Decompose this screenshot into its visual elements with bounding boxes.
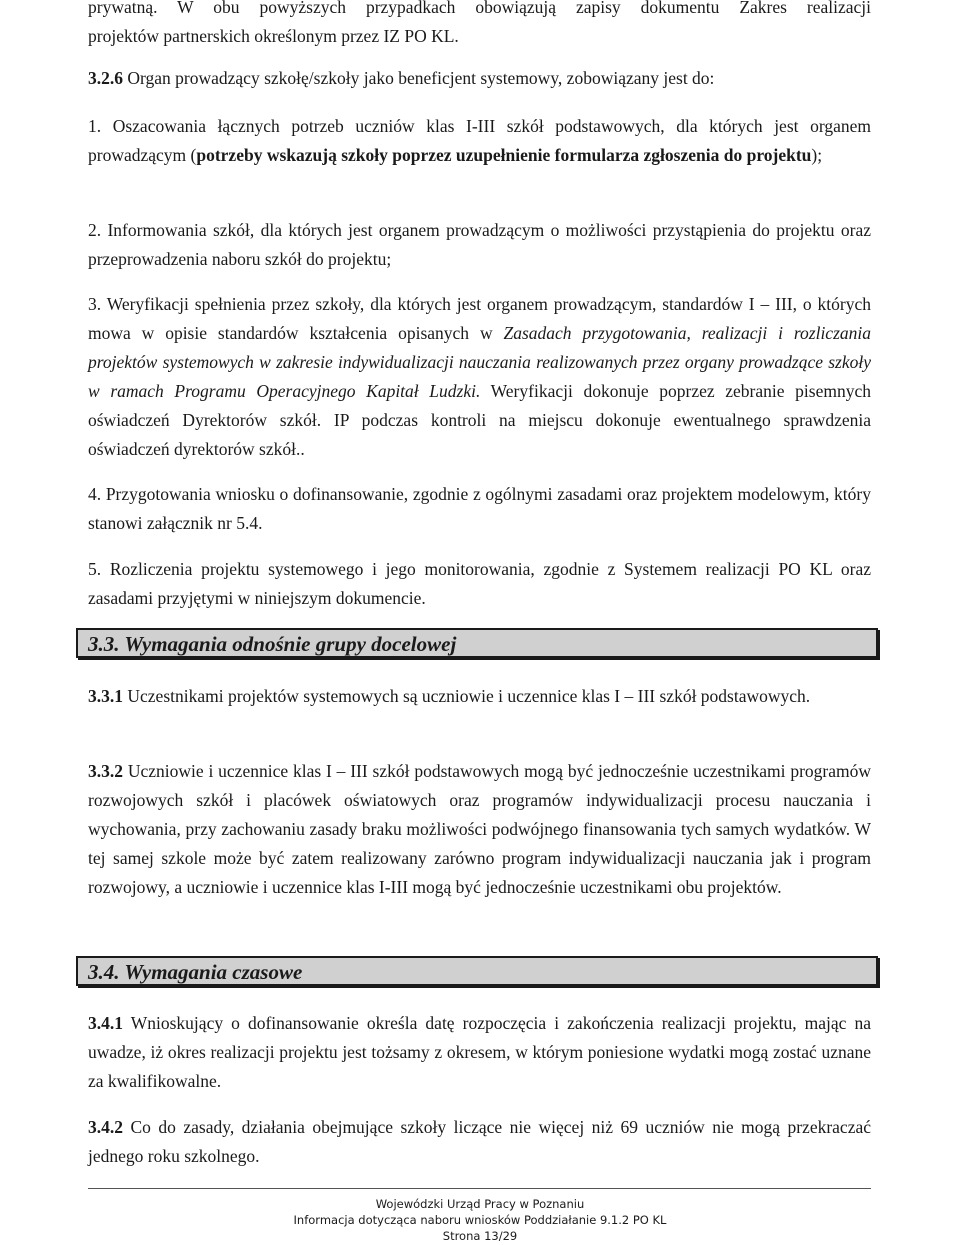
paragraph-3-3-2: [88, 757, 871, 902]
list-item-tail: Weryfikacji dokonuje poprzez zebranie pisemnych oświadczeń Dyrektorów szkół. IP podczas kontroli na miejscu dokonuje ewentualnego sprawdzenia oświadczeń dyrektorów szkół..: [88, 381, 871, 459]
list-item-italic-text: Zasadach przygotowania, realizacji i rozliczania projektów systemowych w zakresie indywidualizacji nauczania realizowanych przez organy prowadzące szkoły w ramach Programu Operacyjnego Kapitał Ludzki.: [88, 323, 871, 401]
footer-divider: [88, 1188, 871, 1189]
list-item-4: [88, 480, 871, 538]
section-number: 3.4.1: [88, 1013, 123, 1033]
section-heading-title: 3.4. Wymagania czasowe: [88, 960, 303, 984]
section-heading-3-4: [76, 956, 878, 986]
paragraph-3-4-1: [88, 1009, 871, 1096]
paragraph-3-3-1: [88, 682, 871, 711]
paragraph-3-2-6: [88, 64, 871, 93]
list-item-2: [88, 216, 871, 274]
list-item-text: 2. Informowania szkół, dla których jest organem prowadzącym o możliwości przystąpienia do projektu oraz przeprowadzenia naboru szkół do projektu;: [88, 220, 871, 269]
paragraph-text: Organ prowadzący szkołę/szkoły jako beneficjent systemowy, zobowiązany jest do:: [123, 68, 715, 88]
section-number: 3.3.1: [88, 686, 123, 706]
continuation-line-1: prywatną. W obu powyższych przypadkach obowiązują zapisy dokumentu Zakres realizacji: [88, 0, 871, 17]
section-number: 3.4.2: [88, 1117, 123, 1137]
continuation-line-2: projektów partnerskich określonym przez IZ PO KL.: [88, 26, 459, 46]
list-item-3: [88, 290, 871, 464]
section-number: 3.3.2: [88, 761, 123, 781]
list-item-text: 5. Rozliczenia projektu systemowego i jego monitorowania, zgodnie z Systemem realizacji PO KL oraz zasadami przyjętymi w niniejszym dokumencie.: [88, 559, 871, 608]
list-item-1: [88, 112, 871, 170]
paragraph-text: Wnioskujący o dofinansowanie określa datę rozpoczęcia i zakończenia realizacji projektu, mając na uwadze, iż okres realizacji projektu jest tożsamy z okresem, w którym poniesione wydatki mogą zostać uznane za kwalifikowalne.: [88, 1013, 871, 1091]
footer-office: Wojewódzki Urząd Pracy w Poznaniu: [375, 1197, 585, 1211]
footer-page-number: Strona 13/29: [442, 1229, 518, 1243]
list-item-text: 3. Weryfikacji spełnienia przez szkoły, dla których jest organem prowadzącym, standardów I – III, o których mowa w opisie standardów kształcenia opisanych w: [88, 294, 871, 343]
paragraph-text: Uczniowie i uczennice klas I – III szkół podstawowych mogą być jednocześnie uczestnikami programów rozwojowych szkół i placówek oświatowych oraz programów indywidualizacji procesu nauczania i wychowania, przy zachowaniu zasady braku możliwości podwójnego finansowania tych samych wydatków. W tej samej szkole może być zatem realizowany zarówno program indywidualizacji nauczania jak i program rozwojowy, a uczniowie i uczennice klas I-III mogą być jednocześnie uczestnikami obu projektów.: [88, 761, 871, 897]
list-item-5: [88, 555, 871, 613]
list-item-tail: );: [811, 145, 823, 165]
footer-info: Informacja dotycząca naboru wniosków Poddziałanie 9.1.2 PO KL: [293, 1213, 667, 1227]
paragraph-3-4-2: [88, 1113, 871, 1171]
paragraph-text: Uczestnikami projektów systemowych są uczniowie i uczennice klas I – III szkół podstawowych.: [123, 686, 811, 706]
section-heading-title: 3.3. Wymagania odnośnie grupy docelowej: [88, 632, 457, 656]
paragraph-text: Co do zasady, działania obejmujące szkoły liczące nie więcej niż 69 uczniów nie mogą przekraczać jednego roku szkolnego.: [88, 1117, 871, 1166]
section-number: 3.2.6: [88, 68, 123, 88]
list-item-text: 1. Oszacowania łącznych potrzeb uczniów klas I-III szkół podstawowych, dla których jest organem prowadzącym (: [88, 116, 871, 165]
section-heading-3-3: [76, 628, 878, 658]
list-item-bold-text: potrzeby wskazują szkoły poprzez uzupełnienie formularza zgłoszenia do projektu: [196, 145, 812, 165]
paragraph-continuation: [88, 0, 871, 51]
list-item-text: 4. Przygotowania wniosku o dofinansowanie, zgodnie z ogólnymi zasadami oraz projektem modelowym, który stanowi załącznik nr 5.4.: [88, 484, 871, 533]
